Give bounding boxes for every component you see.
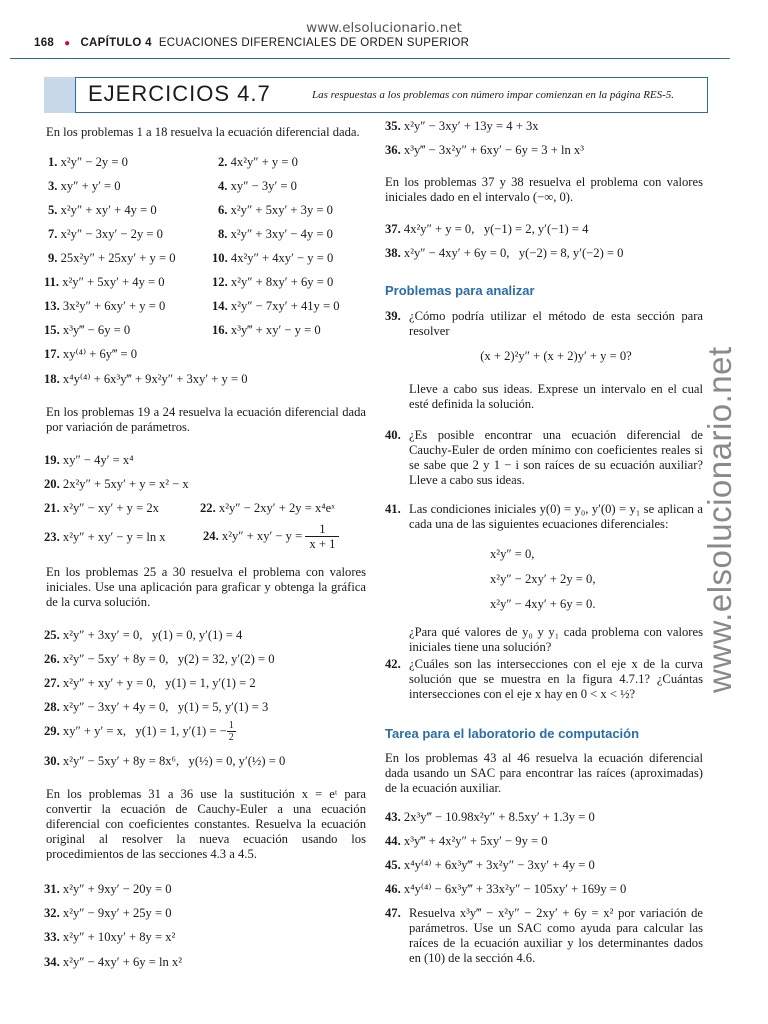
intro-19-24: En los problemas 19 a 24 resuelva la ecuación diferencial dada por variación de parámetros.: [46, 405, 366, 434]
problem-7: 7. x²y″ − 3xy′ − 2y = 0: [48, 227, 163, 241]
problem-37: 37. 4x²y″ + y = 0, y(−1) = 2, y′(−1) = 4: [385, 222, 589, 236]
problem-2: 2. 4x²y″ + y = 0: [218, 155, 298, 169]
equation: x²y″ − 4xy′ + 6y = 0.: [490, 597, 596, 611]
problem-34: 34. x²y″ − 4xy′ + 6y = ln x²: [44, 955, 182, 969]
problem-20: 20. 2x²y″ + 5xy′ + y = x² − x: [44, 477, 189, 491]
problem-38: 38. x²y″ − 4xy′ + 6y = 0, y(−2) = 8, y′(−2) = 0: [385, 246, 624, 260]
chapter-title: ECUACIONES DIFERENCIALES DE ORDEN SUPERIOR: [158, 37, 470, 49]
equation: x²y″ = 0,: [490, 547, 535, 561]
problem-22: 22. x²y″ − 2xy′ + 2y = x⁴eˣ: [200, 501, 335, 515]
problem-33: 33. x²y″ + 10xy′ + 8y = x²: [44, 930, 176, 944]
page-number: 168: [34, 37, 55, 49]
watermark: www.elsolucionario.net: [701, 346, 738, 694]
problem-17: 17. xy⁽⁴⁾ + 6y‴ = 0: [44, 347, 138, 361]
problem-24: 24. x²y″ + xy′ − y = $\frac{1}{x + 1}$: [203, 522, 339, 551]
problem-46: 46. x⁴y⁽⁴⁾ − 6x³y‴ + 33x²y″ − 105xy′ + 169y = 0: [385, 882, 627, 896]
problem-13: 13. 3x²y″ + 6xy′ + y = 0: [44, 299, 166, 313]
equation: x²y″ − 2xy′ + 2y = 0,: [490, 572, 596, 586]
problem-23: 23. x²y″ + xy′ − y = ln x: [44, 530, 166, 544]
problem-5: 5. x²y″ + xy′ + 4y = 0: [48, 203, 157, 217]
problem-40: 40. ¿Es posible encontrar una ecuación diferencial de Cauchy-Euler de orden mínimo con coeficientes reales si se sabe que 2 y 1 − i son raíces de su ecuación auxiliar? Lleve a cabo sus ideas.: [385, 428, 703, 487]
intro-1-18: En los problemas 1 a 18 resuelva la ecuación diferencial dada.: [46, 125, 360, 139]
problem-14: 14. x²y″ − 7xy′ + 41y = 0: [212, 299, 340, 313]
problem-26: 26. x²y″ − 5xy′ + 8y = 0, y(2) = 32, y′(2) = 0: [44, 652, 275, 666]
problem-32: 32. x²y″ − 9xy′ + 25y = 0: [44, 906, 172, 920]
problem-43: 43. 2x³y‴ − 10.98x²y″ + 8.5xy′ + 1.3y = 0: [385, 810, 595, 824]
bullet-icon: ●: [64, 38, 71, 49]
fraction: $\frac{1}{2}$: [228, 720, 234, 743]
problem-29: 29. xy″ + y′ = x, y(1) = 1, y′(1) = − $\frac{1}{2}$: [44, 720, 234, 743]
intro-31-36: En los problemas 31 a 36 use la sustitución x = eᵗ para convertir la ecuación de Cauchy-Euler a una ecuación diferencial con coeficientes constantes. Resuelva la ecuación original al resolver la nueva ecuación usando los procedimientos de las secciones 4.3 a 4.5.: [46, 787, 366, 861]
problem-15: 15. x³y‴ − 6y = 0: [44, 323, 131, 337]
section-heading-analizar: Problemas para analizar: [385, 283, 535, 298]
problem-19: 19. xy″ − 4y′ = x⁴: [44, 453, 134, 467]
problem-3: 3. xy″ + y′ = 0: [48, 179, 121, 193]
problem-1: 1. x²y″ − 2y = 0: [48, 155, 128, 169]
problem-25: 25. x²y″ + 3xy′ = 0, y(1) = 0, y′(1) = 4: [44, 628, 243, 642]
problem-12: 12. x²y″ + 8xy′ + 6y = 0: [212, 275, 334, 289]
intro-25-30: En los problemas 25 a 30 resuelva el problema con valores iniciales. Use una aplicación para graficar y obtenga la gráfica de la curva solución.: [46, 565, 366, 609]
problem-8: 8. x²y″ + 3xy′ − 4y = 0: [218, 227, 333, 241]
section-heading-lab: Tarea para el laboratorio de computación: [385, 726, 640, 741]
problem-28: 28. x²y″ − 3xy′ + 4y = 0, y(1) = 5, y′(1) = 3: [44, 700, 269, 714]
problem-31: 31. x²y″ + 9xy′ − 20y = 0: [44, 882, 172, 896]
header-rule: [10, 58, 730, 59]
fraction: $\frac{1}{x + 1}$: [305, 522, 339, 551]
site-url: www.elsolucionario.net: [306, 20, 462, 36]
problem-42: 42. ¿Cuáles son las intersecciones con el eje x de la curva solución que se muestra en la figura 4.7.1? ¿Cuántas intersecciones con el eje x hay en 0 < x < ½?: [385, 657, 703, 701]
banner-tab: [44, 77, 76, 113]
problem-27: 27. x²y″ + xy′ + y = 0, y(1) = 1, y′(1) = 2: [44, 676, 256, 690]
problem-18: 18. x⁴y⁽⁴⁾ + 6x³y‴ + 9x²y″ + 3xy′ + y = 0: [44, 372, 248, 386]
problem-41: 41. Las condiciones iniciales y(0) = y₀, y′(0) = y₁ se aplican a cada una de las siguientes ecuaciones diferenciales: x²y″ = 0, x²y″ − 2xy′ + 2y = 0, x²y″ − 4xy′ + 6y = 0. ¿Para qué valores de y₀ y y₁ cada problema con valores iniciales tiene una solución?: [385, 502, 703, 654]
chapter-label: CAPÍTULO 4: [80, 37, 152, 49]
problem-9: 9. 25x²y″ + 25xy′ + y = 0: [48, 251, 176, 265]
problem-11: 11. x²y″ + 5xy′ + 4y = 0: [44, 275, 165, 289]
section-title: EJERCICIOS 4.7: [88, 81, 271, 106]
problem-36: 36. x³y‴ − 3x²y″ + 6xy′ − 6y = 3 + ln x³: [385, 143, 584, 157]
problem-16: 16. x³y‴ + xy′ − y = 0: [212, 323, 321, 337]
intro-37-38: En los problemas 37 y 38 resuelva el problema con valores iniciales dado en el intervalo (−∞, 0).: [385, 175, 703, 204]
problem-35: 35. x²y″ − 3xy′ + 13y = 4 + 3x: [385, 119, 539, 133]
problem-21: 21. x²y″ − xy′ + y = 2x: [44, 501, 159, 515]
answers-note: Las respuestas a los problemas con número impar comienzan en la página RES-5.: [312, 89, 675, 101]
intro-43-46: En los problemas 43 al 46 resuelva la ecuación diferencial dada usando un SAC para encontrar las raíces (aproximadas) de la ecuación auxiliar.: [385, 751, 703, 795]
problem-39: 39. ¿Cómo podría utilizar el método de esta sección para resolver (x + 2)²y″ + (x + 2)y′ + y = 0? Lleve a cabo sus ideas. Exprese un intervalo en el cual esté definida la solución.: [385, 309, 703, 411]
problem-45: 45. x⁴y⁽⁴⁾ + 6x³y‴ + 3x²y″ − 3xy′ + 4y = 0: [385, 858, 595, 872]
running-header: [34, 37, 469, 49]
problem-47: 47. Resuelva x³y‴ − x²y″ − 2xy′ + 6y = x² por variación de parámetros. Use un SAC como ayuda para calcular las raíces de la ecuación auxiliar y los determinantes dados en (10) de la sección 4.6.: [385, 906, 703, 965]
problem-10: 10. 4x²y″ + 4xy′ − y = 0: [212, 251, 334, 265]
problem-44: 44. x³y‴ + 4x²y″ + 5xy′ − 9y = 0: [385, 834, 548, 848]
problem-6: 6. x²y″ + 5xy′ + 3y = 0: [218, 203, 333, 217]
problem-4: 4. xy″ − 3y′ = 0: [218, 179, 297, 193]
problem-30: 30. x²y″ − 5xy′ + 8y = 8x⁶, y(½) = 0, y′(½) = 0: [44, 754, 286, 768]
